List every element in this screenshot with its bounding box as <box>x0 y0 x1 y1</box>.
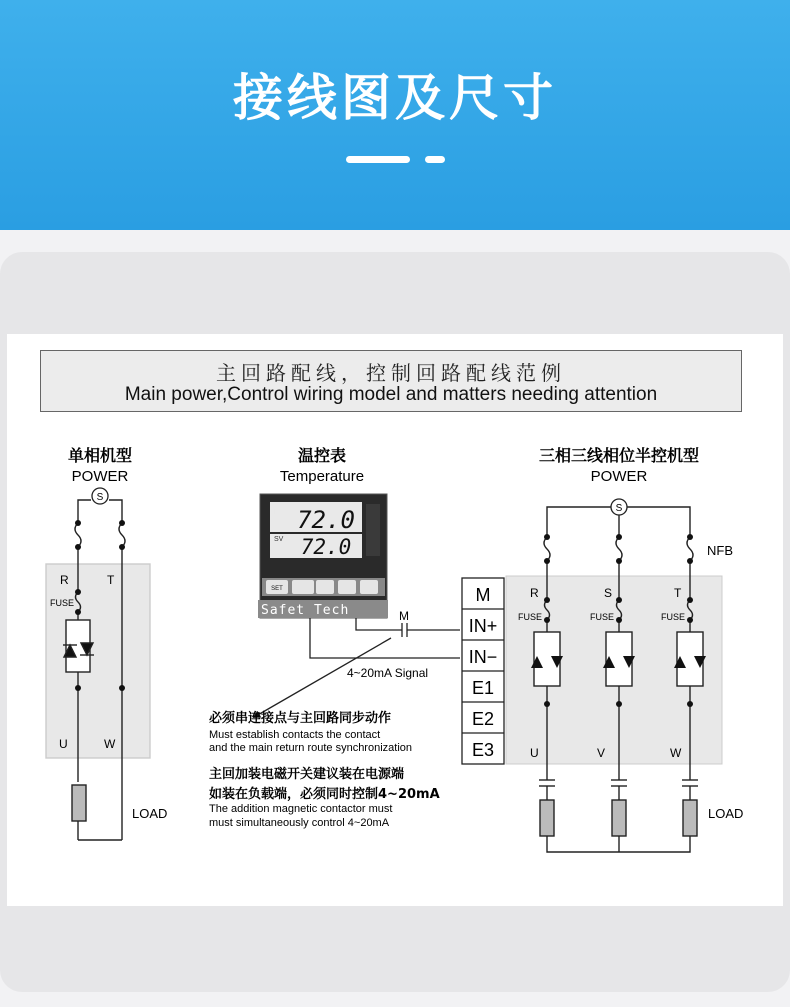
note2-cn-1: 主回加装电磁开关建议装在电源端 <box>209 767 405 782</box>
fuse-label-t: FUSE <box>661 612 686 622</box>
m-contact-label: M <box>399 609 409 623</box>
out-v-label: V <box>597 746 606 760</box>
fuse-label-r: FUSE <box>518 612 543 622</box>
controller-title-en: Temperature <box>279 468 365 485</box>
fuse-label-s: FUSE <box>590 612 615 622</box>
phase-r-label: R <box>530 586 539 600</box>
note1-cn: 必须串连接点与主回路同步动作 <box>209 711 392 726</box>
phase-s-label: S <box>604 586 613 600</box>
note1-en-1: Must establish contacts the contact <box>209 729 381 741</box>
terminal-in-minus: IN− <box>468 647 498 667</box>
three-phase-s-label: S <box>615 503 623 514</box>
terminal-e2: E2 <box>471 709 495 729</box>
set-key-label: SET <box>271 586 283 592</box>
pv-label: PV <box>274 509 284 516</box>
single-phase-title-en: POWER <box>71 468 129 485</box>
terminal-e3: E3 <box>471 740 495 760</box>
controller-brand: Safet Tech <box>261 603 350 618</box>
single-phase-title-cn: 单相机型 <box>67 446 133 465</box>
note2-en-1: The addition magnetic contactor must <box>209 803 393 815</box>
three-phase-title-cn: 三相三线相位半控机型 <box>538 446 700 465</box>
single-phase-r-label: R <box>60 573 69 587</box>
pv-readout: 72.0 <box>297 506 355 534</box>
sv-label: SV <box>274 536 284 543</box>
down-key <box>338 580 356 594</box>
single-phase-load-label: LOAD <box>132 806 168 821</box>
single-phase-t-label: T <box>107 573 115 587</box>
note1-en-2: and the main return route synchronization <box>209 742 413 754</box>
single-phase-fuse-label: FUSE <box>50 598 75 608</box>
three-phase-title-en: POWER <box>590 468 648 485</box>
banner-title: 接线图及尺寸 <box>233 69 557 127</box>
section-title-cn: 主回路配线，控制回路配线范例 <box>216 361 566 385</box>
mode-key <box>292 580 314 594</box>
signal-label: 4~20mA Signal <box>347 666 429 680</box>
note2-cn-2: 如装在负载端，必须同时控制4~20mA <box>209 787 440 802</box>
terminal-m: M <box>475 585 491 605</box>
single-phase-w-label: W <box>104 737 116 751</box>
single-phase-diagram <box>46 500 150 840</box>
single-phase-s-label: S <box>96 492 104 503</box>
phase-t-label: T <box>674 586 682 600</box>
sv-readout: 72.0 <box>300 535 352 559</box>
note2-en-2: must simultaneously control 4~20mA <box>209 817 390 829</box>
three-phase-load-label: LOAD <box>708 806 744 821</box>
section-title-en: Main power,Control wiring model and matters needing attention <box>124 384 658 405</box>
nfb-label: NFB <box>707 543 733 558</box>
terminal-in-plus: IN+ <box>468 616 498 636</box>
terminal-block <box>462 578 504 764</box>
out-u-label: U <box>530 746 539 760</box>
left-key <box>316 580 334 594</box>
out-w-label: W <box>670 746 682 760</box>
up-key <box>360 580 378 594</box>
terminal-e1: E1 <box>471 678 495 698</box>
single-phase-module <box>46 564 150 758</box>
controller-title-cn: 温控表 <box>297 446 347 465</box>
single-phase-u-label: U <box>59 737 68 751</box>
